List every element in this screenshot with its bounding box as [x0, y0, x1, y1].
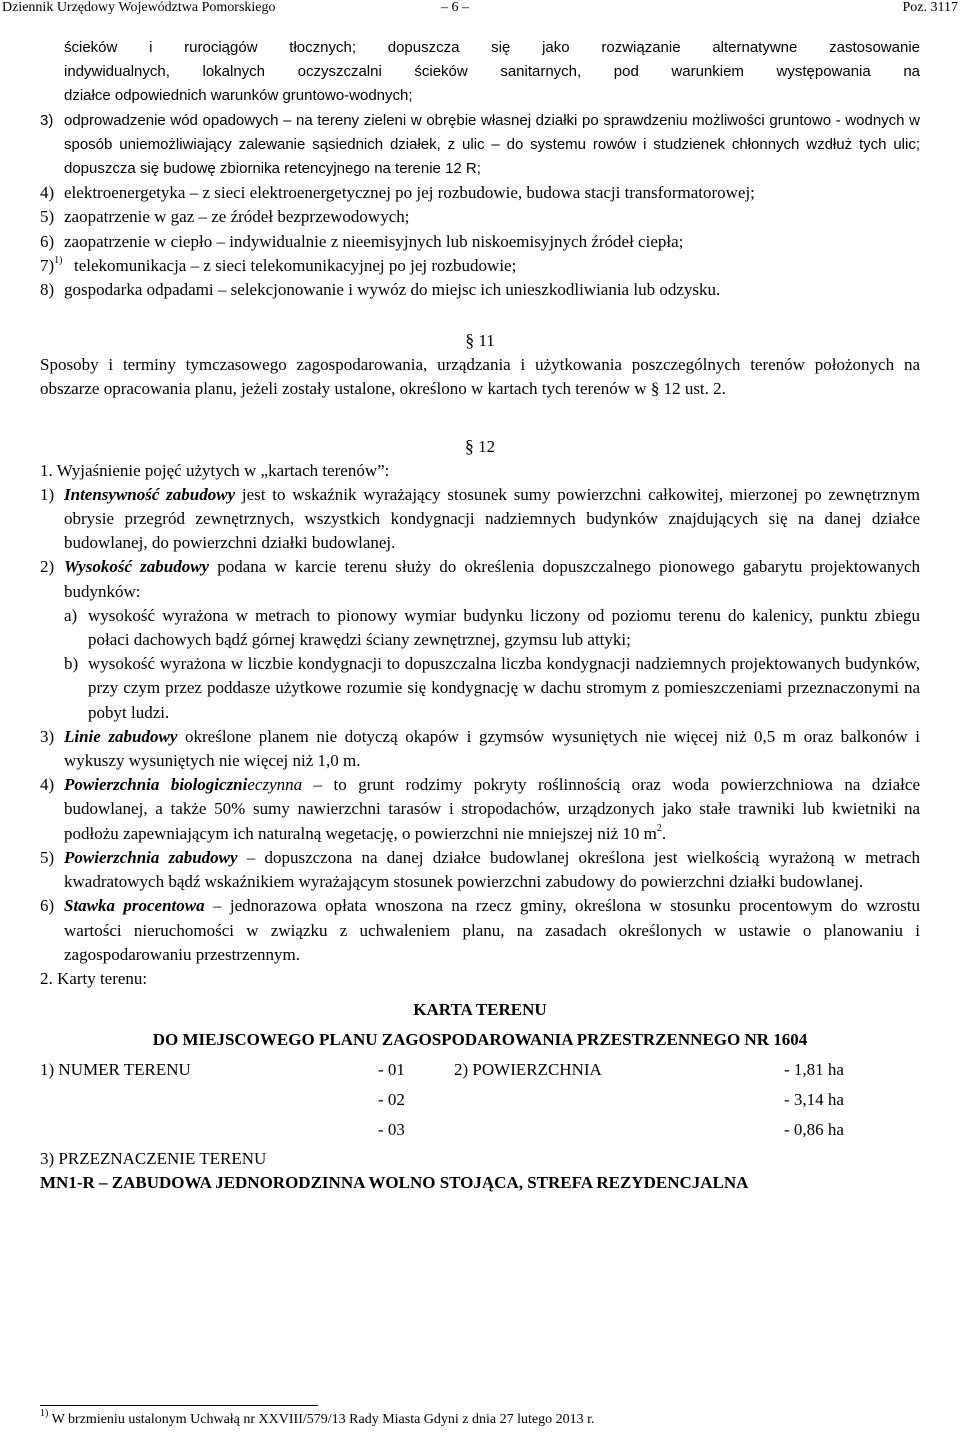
list-number: 3)	[40, 111, 54, 129]
przeznaczenie-label: 3) PRZEZNACZENIE TERENU	[40, 1149, 267, 1169]
list-text: elektroenergetyka – z sieci elektroenergetycznej po jej rozbudowie, budowa stacji transformatorowej;	[64, 183, 755, 203]
sub-item	[40, 652, 920, 725]
terrain-area: - 0,86 ha	[784, 1120, 844, 1140]
sub-item-letter: b)	[64, 654, 79, 674]
definition-tail: .	[661, 823, 667, 843]
card-row	[40, 1115, 920, 1145]
definition-number: 4)	[40, 775, 55, 795]
definition-item	[40, 483, 920, 556]
list-text: zaopatrzenie w gaz – ze źródeł bezprzewodowych;	[64, 207, 410, 227]
list-number: 5)	[40, 207, 55, 227]
definition-term: Linie zabudowy	[64, 726, 178, 746]
section-sign: §	[464, 435, 474, 456]
point-2-heading: 2. Karty terenu:	[40, 968, 148, 988]
section-number: 12	[478, 436, 496, 456]
definition-term: Powierzchnia zabudowy	[64, 847, 238, 867]
section-11-text: Sposoby i terminy tymczasowego zagospodarowania, urządzania i użytkowania poszczególnych terenów położonych na obszarze opracowania planu, jeżeli zostały ustalone, określono w kartach tych terenów w § 12 ust. 2.	[40, 355, 920, 399]
list-number: 7)	[40, 255, 55, 275]
definition-text: – dopuszczona na danej działce budowlanej określona jest wielkością wyrażoną w metrach kwadratowych bądź wskaźnikiem wyrażającym stosunek powierzchni zabudowy do powierzchni działki budowlanej.	[64, 847, 921, 892]
powierzchnia-label: 2) POWIERZCHNIA	[454, 1060, 602, 1080]
list-text: zaopatrzenie w ciepło – indywidualnie z nieemisyjnych lub niskoemisyjnych źródeł ciepła;	[64, 231, 684, 251]
definition-term-rest: eczynna	[247, 775, 303, 795]
definition-text: jest to wskaźnik wyrażający stosunek sumy powierzchni całkowitej, mierzonej po zewnętrznym obrysie przegród zewnętrznych, wszystkich kondygnacji nadziemnych budynków znajdujących się na danej działce budowlanej, do powierzchni działki budowlanej.	[64, 484, 920, 553]
section-heading	[40, 328, 920, 353]
list-text: telekomunikacja – z sieci telekomunikacyjnej po jej rozbudowie;	[74, 255, 517, 275]
card-row	[40, 1055, 920, 1085]
terrain-area: - 3,14 ha	[784, 1090, 844, 1110]
definition-term: Powierzchnia biologiczni	[64, 775, 248, 795]
position-number: Poz. 3117	[902, 0, 958, 15]
footnote-text: W brzmieniu ustalonym Uchwałą nr XXVIII/579/13 Rady Miasta Gdyni z dnia 27 lutego 2013 r.	[51, 1412, 595, 1427]
definition-item	[40, 773, 920, 846]
footnote-ref: 1)	[54, 255, 63, 267]
definition-number: 5)	[40, 847, 55, 867]
definition-term: Intensywność zabudowy	[64, 484, 236, 504]
list-number: 6)	[40, 231, 55, 251]
definition-number: 2)	[40, 557, 55, 577]
card-row	[40, 1085, 920, 1115]
footnote-marker: 1)	[40, 1408, 49, 1420]
list-number: 8)	[40, 280, 55, 300]
definition-text: określone planem nie dotyczą okapów i gzymsów wysuniętych nie więcej niż 0,5 m oraz balkonów i wykuszy wysuniętych nie więcej niż 1,0 m.	[64, 726, 920, 771]
card-subtitle: DO MIEJSCOWEGO PLANU ZAGOSPODAROWANIA PRZESTRZENNEGO NR 1604	[152, 1030, 808, 1050]
section-12-intro: 1. Wyjaśnienie pojęć użytych w „kartach terenów”:	[40, 460, 390, 480]
terrain-area: - 1,81 ha	[784, 1060, 844, 1080]
definition-number: 6)	[40, 896, 55, 916]
definition-text: – to grunt rodzimy pokryty roślinnością oraz woda powierzchniowa na działce budowlanej, a także 50% sumy nawierzchni tarasów i stropodachów, urządzonych jako stałe trawniki lub kwietniki na podłożu zapewniającym ich naturalną wegetację, o powierzchni nie mniejszej niż 10 m	[64, 775, 920, 843]
list-item	[40, 205, 920, 229]
page-number: – 6 –	[441, 0, 469, 15]
definition-item	[40, 894, 920, 967]
definition-item	[40, 725, 920, 773]
definition-item	[40, 846, 920, 894]
intro-line: indywidualnych, lokalnych oczyszczalni ścieków sanitarnych, pod warunkiem występowania na	[64, 63, 920, 81]
intro-line: ścieków i rurociągów tłocznych; dopuszcza się jako rozwiązanie alternatywne zastosowanie	[64, 39, 920, 56]
terrain-code: - 02	[378, 1090, 405, 1110]
definition-item	[40, 555, 920, 603]
section-sign: §	[465, 330, 475, 351]
journal-title: Dziennik Urzędowy Województwa Pomorskiego	[2, 0, 276, 15]
list-item	[40, 109, 920, 182]
sub-item-text: wysokość wyrażona w metrach to pionowy wymiar budynku liczony od poziomu terenu do kalenicy, punktu zbiegu połaci dachowych bądź górnej krawędzi ściany zewnętrznej, gzymsu lub attyki;	[88, 605, 920, 650]
list-number-with-footnote	[40, 254, 63, 278]
document-body	[40, 36, 920, 1195]
definition-number: 3)	[40, 726, 55, 746]
list-text: gospodarka odpadami – selekcjonowanie i wywóz do miejsc ich unieszkodliwiania lub odzysku.	[64, 280, 721, 300]
numer-terenu-label: 1) NUMER TERENU	[40, 1060, 191, 1080]
terrain-code: - 01	[378, 1060, 405, 1080]
intro-paragraph	[40, 36, 920, 109]
definition-term: Wysokość zabudowy	[64, 557, 210, 577]
terrain-code: - 03	[378, 1120, 405, 1140]
definition-term: Stawka procentowa	[64, 896, 205, 916]
list-item	[40, 254, 920, 278]
section-heading	[40, 434, 920, 459]
definition-text: podana w karcie terenu służy do określenia dopuszczalnego pionowego gabarytu projektowanych budynków:	[64, 557, 920, 601]
list-item	[40, 181, 920, 205]
intro-line: działce odpowiednich warunków gruntowo-wodnych;	[64, 87, 413, 105]
list-item	[40, 278, 920, 302]
przeznaczenie-value: MN1-R – ZABUDOWA JEDNORODZINNA WOLNO STOJĄCA, STREFA REZYDENCJALNA	[40, 1173, 749, 1193]
card-title: KARTA TERENU	[413, 1000, 547, 1020]
sub-item-letter: a)	[64, 605, 78, 625]
definition-text: – jednorazowa opłata wnoszona na rzecz gminy, określona w stosunku procentowym do wzrostu wartości nieruchomości w związku z uchwaleniem planu, na zasadach określonych w ustawie o planowaniu i zagospodarowaniu przestrzennym.	[64, 896, 920, 964]
superscript: 2	[656, 823, 662, 835]
sub-item	[40, 604, 920, 652]
list-text: odprowadzenie wód opadowych – na tereny zieleni w obrębie własnej działki po sprawdzeniu możliwości gruntowo - wodnych w sposób uniemożliwiający zalewanie sąsiednich działek, z ulic – do systemu rowów i studzienek chłonnych wzdłuż tych ulic; dopuszcza się budowę zbiornika retencyjnego na terenie 12 R;	[64, 111, 920, 178]
page-header	[0, 0, 960, 16]
footnote-divider	[40, 1405, 318, 1406]
list-item	[40, 230, 920, 254]
section-number: 11	[478, 331, 495, 351]
definition-number: 1)	[40, 484, 55, 504]
footnote	[40, 1408, 595, 1429]
list-number: 4)	[40, 183, 55, 203]
sub-item-text: wysokość wyrażona w liczbie kondygnacji to dopuszczalna liczba kondygnacji nadziemnych projektowanych budynków, przy czym przez poddasze użytkowe rozumie się kondygnację w dachu stromym z pomieszczeniami przeznaczonymi na pobyt ludzi.	[88, 654, 920, 722]
